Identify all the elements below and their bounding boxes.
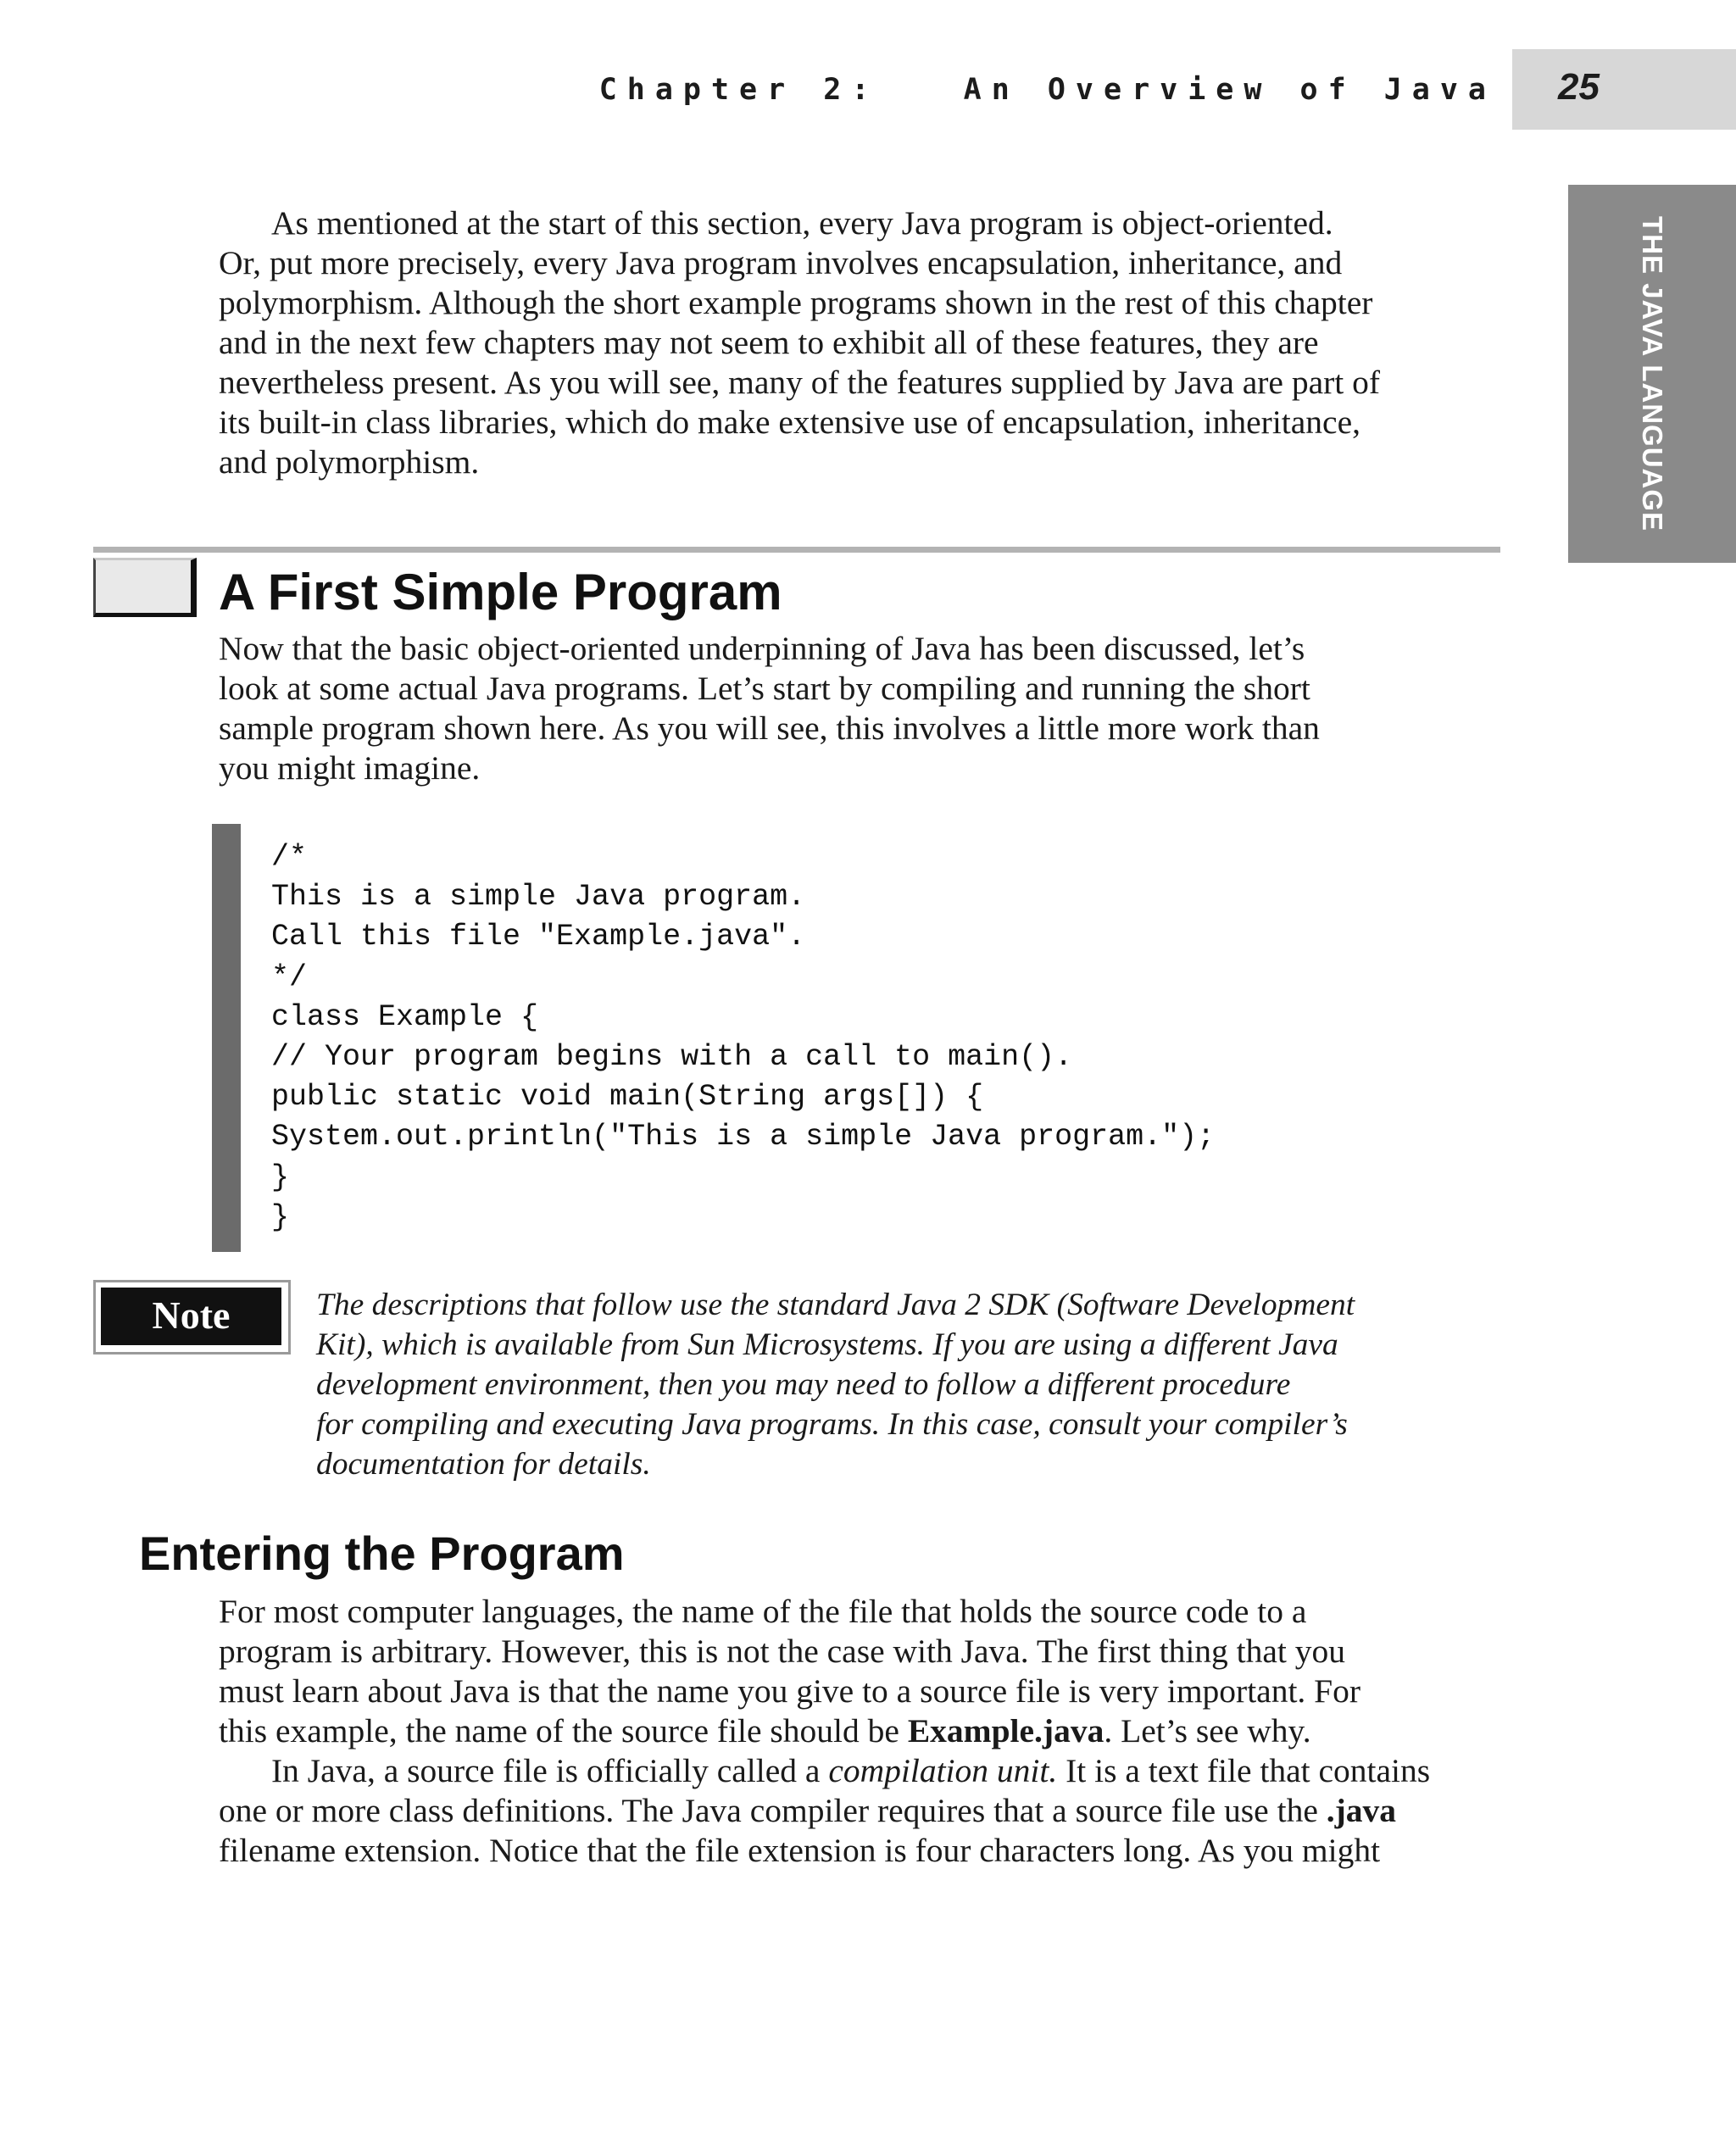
filename-bold: Example.java (907, 1712, 1104, 1749)
page-number: 25 (1558, 66, 1600, 108)
text-line: documentation for details. (316, 1447, 651, 1482)
text-line (219, 1751, 1503, 1791)
text-line: As mentioned at the start of this section, every Java program is object-oriented. (271, 204, 1333, 242)
text-run: In Java, a source file is officially called a (271, 1752, 829, 1789)
code-line: } (271, 1199, 290, 1234)
text-line: Now that the basic object-oriented underpinning of Java has been discussed, let’s (219, 630, 1305, 667)
code-sidebar (212, 824, 241, 1252)
code-line: Call this file "Example.java". (271, 920, 806, 954)
note-label: Note (101, 1288, 281, 1345)
text-line: program is arbitrary. However, this is not the case with Java. The first thing that you (219, 1633, 1346, 1670)
text-line: nevertheless present. As you will see, many of the features supplied by Java are part of (219, 364, 1381, 401)
note-badge (93, 1280, 291, 1354)
section-heading: A First Simple Program (219, 564, 782, 620)
text-line: must learn about Java is that the name you give to a source file is very important. For (219, 1672, 1361, 1710)
text-line: The descriptions that follow use the standard Java 2 SDK (Software Development (316, 1288, 1355, 1322)
side-tab (1568, 185, 1736, 563)
text-line: polymorphism. Although the short example programs shown in the rest of this chapter (219, 284, 1373, 321)
text-line: and in the next few chapters may not seem to exhibit all of these features, they are (219, 324, 1319, 361)
text-line: for compiling and executing Java programs. In this case, consult your compiler’s (316, 1407, 1348, 1442)
code-line: // Your program begins with a call to main(). (271, 1040, 1073, 1075)
chapter-title: Chapter 2: An Overview of Java (598, 73, 1496, 107)
term-italic: compilation unit. (828, 1752, 1058, 1789)
text-line: development environment, then you may need to follow a different procedure (316, 1367, 1291, 1402)
text-line: you might imagine. (219, 749, 481, 787)
code-line: /* (271, 840, 308, 874)
code-line: System.out.println("This is a simple Java program."); (271, 1120, 1216, 1154)
side-tab-label: THE JAVA LANGUAGE (1637, 215, 1668, 532)
page-number-box (1512, 49, 1736, 130)
text-run: It is a text file that contains (1057, 1752, 1431, 1789)
section1-paragraph (219, 629, 1503, 788)
code-line: } (271, 1160, 290, 1194)
extension-bold: .java (1326, 1792, 1397, 1829)
text-line: sample program shown here. As you will see, this involves a little more work than (219, 709, 1320, 747)
text-line (219, 1791, 1503, 1831)
text-line: and polymorphism. (219, 443, 480, 481)
code-listing (271, 837, 1215, 1238)
text-line: look at some actual Java programs. Let’s start by compiling and running the short (219, 670, 1310, 707)
running-header (0, 49, 1505, 134)
text-line: For most computer languages, the name of the file that holds the source code to a (219, 1593, 1307, 1630)
heading-marker (93, 558, 197, 617)
note-text (316, 1285, 1503, 1484)
text-line: Kit), which is available from Sun Microsystems. If you are using a different Java (316, 1327, 1338, 1362)
code-line: public static void main(String args[]) { (271, 1080, 984, 1115)
text-line: its built-in class libraries, which do make extensive use of encapsulation, inheritance, (219, 403, 1360, 441)
code-line: class Example { (271, 999, 539, 1034)
intro-paragraph (219, 203, 1503, 482)
code-line: This is a simple Java program. (271, 880, 806, 915)
subsection-heading: Entering the Program (139, 1527, 625, 1580)
text-run: . Let’s see why. (1104, 1712, 1311, 1749)
text-run: this example, the name of the source file should be (219, 1712, 908, 1749)
text-line (219, 1711, 1503, 1751)
text-line: Or, put more precisely, every Java program involves encapsulation, inheritance, and (219, 244, 1343, 281)
text-run: one or more class definitions. The Java compiler requires that a source file use the (219, 1792, 1327, 1829)
code-line: */ (271, 960, 308, 994)
section2-paragraphs (219, 1592, 1503, 1871)
section-rule (93, 547, 1500, 553)
text-line: filename extension. Notice that the file extension is four characters long. As you might (219, 1832, 1381, 1869)
